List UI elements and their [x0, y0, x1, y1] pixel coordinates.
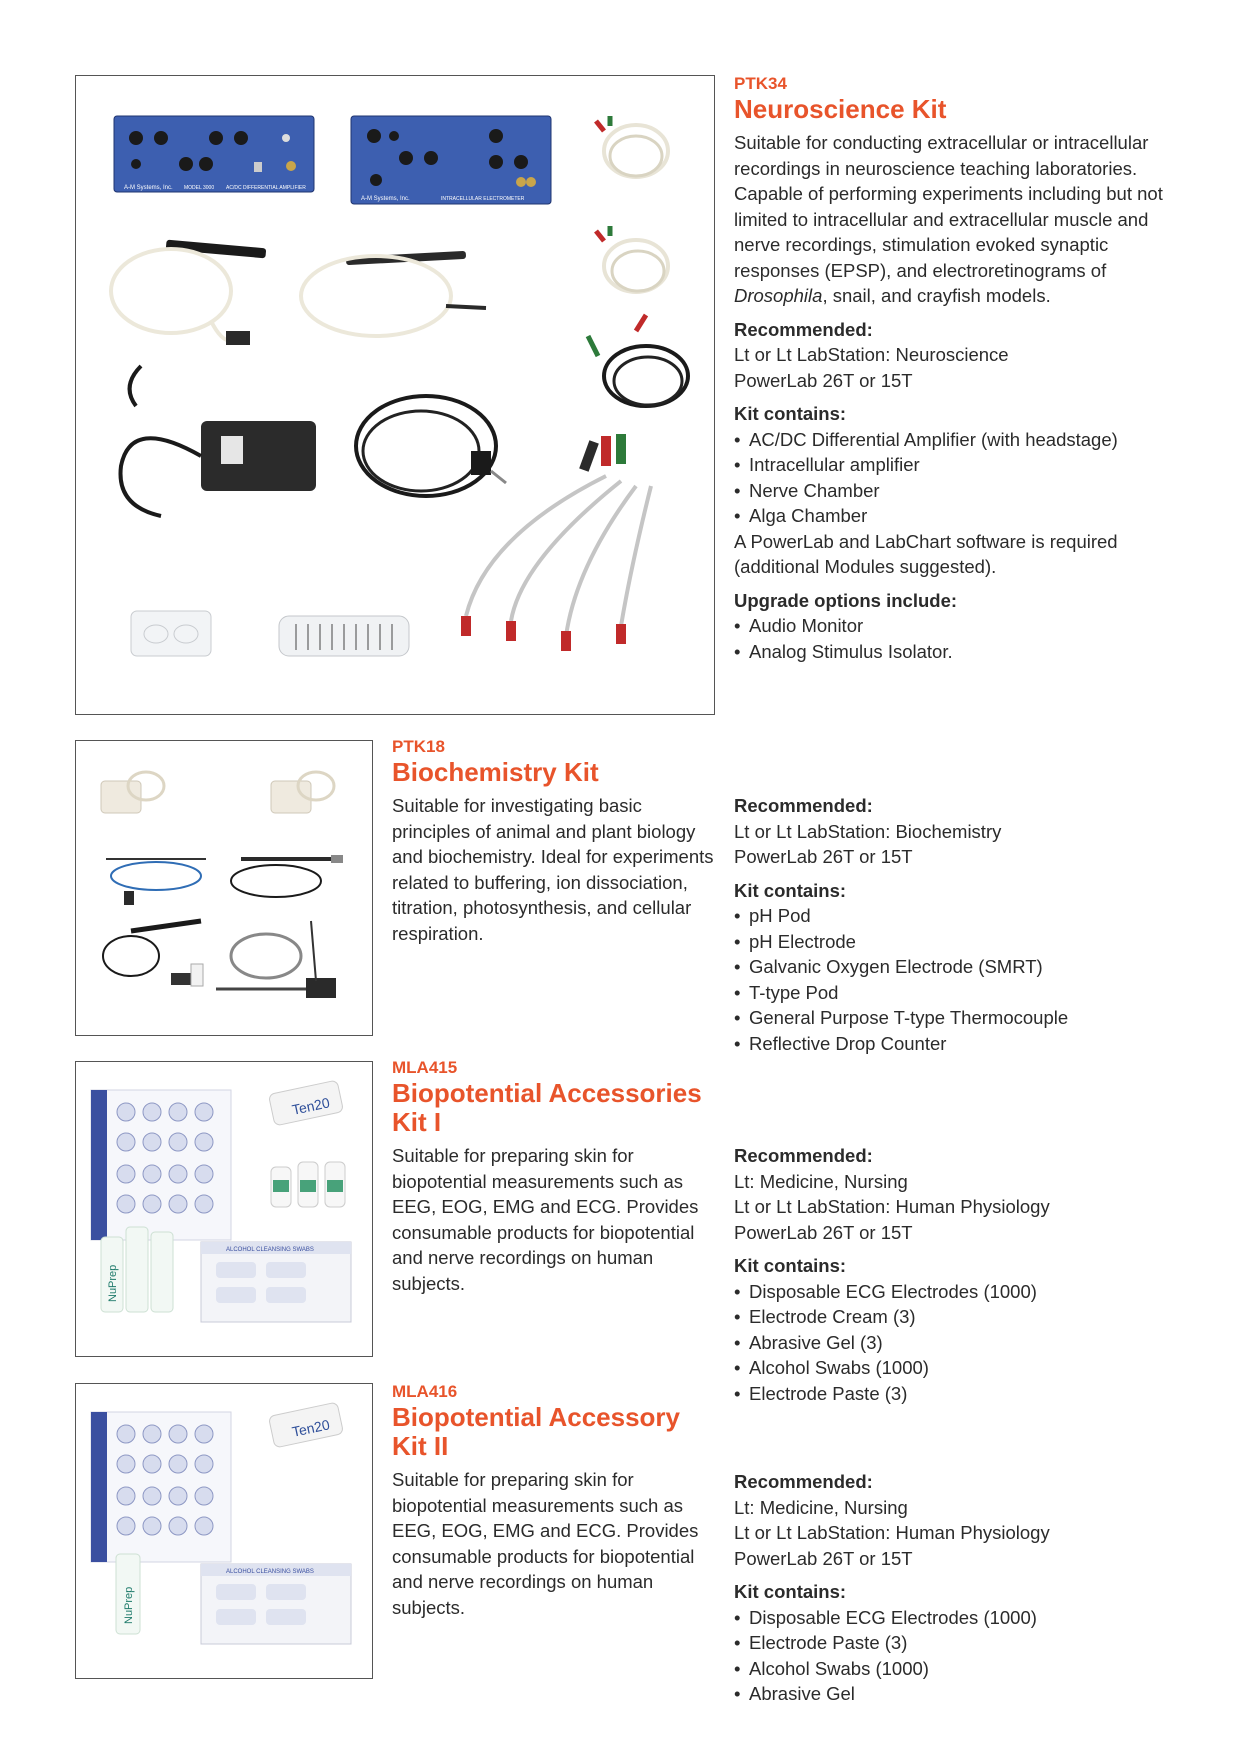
ph-pod-image [101, 772, 334, 813]
list-item: • pH Electrode [734, 929, 1174, 955]
recommended-item: PowerLab 26T or 15T [734, 369, 913, 391]
kit-contents-list [734, 1279, 1174, 1407]
biopotential-kit-2-photo [75, 1383, 373, 1679]
amp1-model: MODEL 3000 [184, 185, 215, 191]
upgrade-list [734, 613, 1174, 664]
recommended-heading: Recommended: [734, 318, 873, 340]
paste-brand-label: Ten20 [290, 1094, 332, 1118]
ac-dc-amplifier-image [114, 116, 314, 192]
thermocouple-image [106, 859, 206, 905]
alga-chamber-image [279, 616, 409, 656]
recommended-item: PowerLab 26T or 15T [734, 1547, 913, 1569]
list-item: • Nerve Chamber [734, 478, 1174, 504]
recommended-item: Lt: Medicine, Nursing [734, 1496, 908, 1518]
power-cable-image [356, 396, 506, 496]
neuroscience-kit-photo [75, 75, 715, 715]
paste-tubes-image [268, 1080, 343, 1126]
kit-contains-heading: Kit contains: [734, 1255, 847, 1276]
recommended-item: PowerLab 26T or 15T [734, 1221, 913, 1243]
kit-contains-heading: Kit contains: [734, 1581, 847, 1602]
nerve-chamber-image [131, 611, 211, 656]
ecg-electrodes-image [91, 1412, 231, 1562]
paste-brand-label: Ten20 [290, 1416, 332, 1440]
recommended-item: Lt or Lt LabStation: Human Physiology [734, 1522, 1050, 1543]
kit-contains-heading: Kit contains: [734, 879, 847, 901]
product-title: Biopotential Accessory Kit II [392, 1402, 681, 1461]
list-item: • Electrode Paste (3) [734, 1381, 1174, 1407]
biochemistry-kit-intro [392, 737, 722, 946]
list-item: • Disposable ECG Electrodes (1000) [734, 1279, 1174, 1305]
list-item: • T-type Pod [734, 980, 1174, 1006]
paste-tubes-image [268, 1402, 343, 1448]
drop-counter-image [216, 921, 336, 998]
list-item: • Alcohol Swabs (1000) [734, 1656, 1174, 1682]
power-supply-image [121, 366, 317, 516]
swab-box-label: ALCOHOL CLEANSING SWABS [226, 1247, 314, 1253]
gel-bottles-image [271, 1162, 345, 1207]
amp2-brand: A-M Systems, Inc. [361, 196, 410, 202]
amp1-name: AC/DC DIFFERENTIAL AMPLIFIER [226, 185, 306, 191]
product-description: Suitable for preparing skin for biopotential measurements such as EEG, EOG, EMG and ECG. Provides consumable products for biopotential and nerve recordings on human subjects. [392, 1145, 699, 1294]
requirement-note: A PowerLab and LabChart software is required (additional Modules suggested). [734, 530, 1118, 577]
list-item: • Alga Chamber [734, 503, 1174, 529]
list-item: • pH Pod [734, 903, 1174, 929]
recommended-heading: Recommended: [734, 795, 873, 816]
list-item: • Abrasive Gel [734, 1681, 1174, 1707]
product-description: Suitable for conducting extracellular or intracellular recordings in neuroscience teaching laboratories. Capable of performing experiments including but not limited to intracellular and extracellular muscle and nerve recordings, stimulation evoked synaptic responses (EPSP), and electroretinograms of Drosophila, snail, and crayfish models. [734, 132, 1163, 306]
biochemistry-kit-photo [75, 740, 373, 1036]
alcohol-swabs-image [201, 1242, 351, 1322]
list-item: • Abrasive Gel (3) [734, 1330, 1174, 1356]
recommended-item: Lt or Lt LabStation: Neuroscience [734, 344, 1009, 365]
product-description: Suitable for investigating basic principles of animal and plant biology and biochemistry. Ideal for experiments related to buffering, ion dissociation, titration, photosynthesis, and cellular respiration. [392, 795, 714, 944]
kit-contents-list [734, 427, 1174, 529]
list-item: • AC/DC Differential Amplifier (with headstage) [734, 427, 1174, 453]
list-item: • Electrode Cream (3) [734, 1304, 1174, 1330]
list-item: • Disposable ECG Electrodes (1000) [734, 1605, 1174, 1631]
recommended-item: Lt: Medicine, Nursing [734, 1170, 908, 1192]
product-code: MLA416 [392, 1382, 458, 1401]
product-title: Biochemistry Kit [392, 757, 599, 787]
product-title: Biopotential Accessories Kit I [392, 1078, 702, 1137]
ph-electrode-image [231, 855, 343, 897]
amp1-brand: A-M Systems, Inc. [124, 185, 173, 191]
ecg-electrodes-image [91, 1090, 231, 1240]
list-item: • Galvanic Oxygen Electrode (SMRT) [734, 954, 1174, 980]
upgrade-heading: Upgrade options include: [734, 589, 958, 611]
amp2-name: INTRACELLULAR ELECTROMETER [441, 196, 525, 202]
product-code: PTK18 [392, 737, 445, 756]
gel-brand-label: NuPrep [107, 1264, 119, 1302]
list-item: • Analog Stimulus Isolator. [734, 639, 1174, 665]
neuroscience-kit-section [734, 74, 1174, 664]
list-item: • Intracellular amplifier [734, 452, 1174, 478]
abrasive-gel-tubes-image [101, 1227, 173, 1312]
intracellular-amplifier-image [351, 116, 551, 204]
biochemistry-kit-details [734, 793, 1174, 1056]
recommended-item: PowerLab 26T or 15T [734, 846, 913, 867]
list-item: • Reflective Drop Counter [734, 1031, 1174, 1057]
product-title: Neuroscience Kit [734, 94, 947, 124]
recommended-heading: Recommended: [734, 1471, 873, 1492]
product-code: MLA415 [392, 1058, 458, 1077]
list-item: • Alcohol Swabs (1000) [734, 1355, 1174, 1381]
abrasive-gel-tube-image [116, 1554, 140, 1634]
alcohol-swabs-image [201, 1564, 351, 1644]
product-code: PTK34 [734, 74, 787, 93]
biopotential-kit-1-photo [75, 1061, 373, 1357]
biopotential-kit-2-details [734, 1469, 1174, 1707]
biopotential-kit-1-intro [392, 1058, 727, 1296]
kit-contains-heading: Kit contains: [734, 403, 847, 424]
gel-brand-label: NuPrep [123, 1586, 135, 1624]
kit-contents-list [734, 903, 1174, 1056]
recommended-item: Lt or Lt LabStation: Biochemistry [734, 820, 1002, 842]
kit-contents-list [734, 1605, 1174, 1707]
list-item: • Electrode Paste (3) [734, 1630, 1174, 1656]
oxygen-electrode-image [103, 921, 203, 986]
electrode-lead-cables-image [588, 116, 688, 406]
swab-box-label: ALCOHOL CLEANSING SWABS [226, 1569, 314, 1575]
list-item: • Audio Monitor [734, 613, 1174, 639]
biopotential-kit-2-intro [392, 1382, 712, 1620]
list-item: • General Purpose T-type Thermocouple [734, 1005, 1174, 1031]
biopotential-kit-1-details [734, 1143, 1174, 1406]
product-description: Suitable for preparing skin for biopotential measurements such as EEG, EOG, EMG and ECG. Provides consumable products for biopotential and nerve recordings on human subjects. [392, 1469, 699, 1618]
headstage-probe-image [111, 240, 486, 345]
recommended-item: Lt or Lt LabStation: Human Physiology [734, 1196, 1050, 1217]
recommended-heading: Recommended: [734, 1145, 873, 1166]
